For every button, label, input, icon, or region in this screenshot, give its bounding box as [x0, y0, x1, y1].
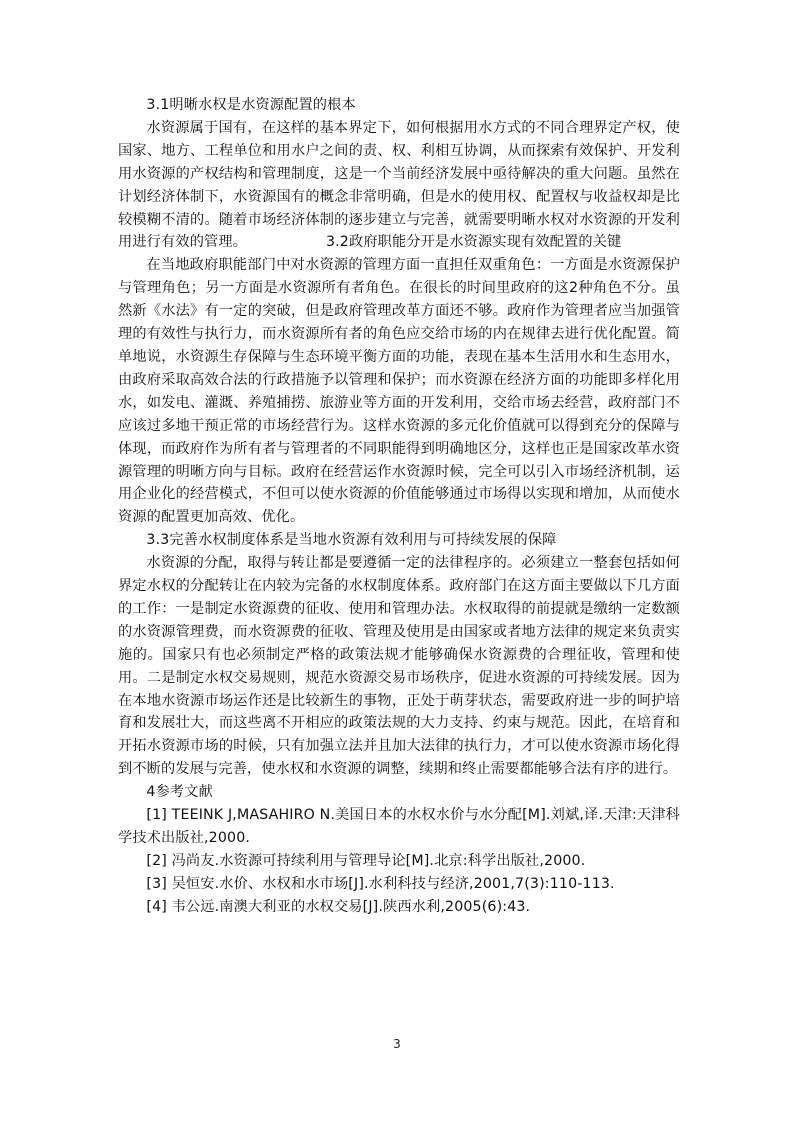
reference-item-1: [1] TEEINK J,MASAHIRO N.美国日本的水权水价与水分配[M].刘斌,译.天津:天津科学技术出版社,2000. — [118, 807, 680, 846]
section-3-3-heading: 3.3完善水权制度体系是当地水资源有效利用与可持续发展的保障 — [146, 532, 557, 549]
reference-item-2: [2] 冯尚友.水资源可持续利用与管理导论[M].北京:科学出版社,2000. — [146, 852, 586, 869]
section-3-1-paragraph: 水资源属于国有，在这样的基本界定下，如何根据用水方式的不同合理界定产权，使国家、地方、工程单位和用水户之间的责、权、利相互协调，从而探索有效保护、开发利用水资源的产权结构和管理制度，这是一个当前经济发展中亟待解决的重大问题。虽然在计划经济体制下，水资源国有的概念非常明确，但是水的使用权、配置权与收益权却是比较模糊不清的。随着市场经济体制的逐步建立与完善，就需要明晰水权对水资源的开发利用进行有效的管理。 3.2政府职能分开是水资源实现有效配置的关键 — [118, 119, 680, 251]
reference-item-4: [4] 韦公远.南澳大利亚的水权交易[J].陕西水利,2005(6):43. — [146, 898, 531, 915]
section-3-1-heading: 3.1明晰水权是水资源配置的根本 — [146, 97, 356, 113]
references-heading: 4参考文献 — [146, 784, 213, 801]
reference-item-3: [3] 吴恒安.水价、水权和水市场[J].水利科技与经济,2001,7(3):110-113. — [146, 875, 615, 892]
section-3-3-paragraph: 水资源的分配，取得与转让都是要遵循一定的法律程序的。必须建立一整套包括如何界定水权的分配转让在内较为完备的水权制度体系。政府部门在这方面主要做以下几方面的工作：一是制定水资源费的征收、使用和管理办法。水权取得的前提就是缴纳一定数额的水资源管理费，而水资源费的征收、管理及使用是由国家或者地方法律的规定来负责实施的。国家只有也必须制定严格的政策法规才能够确保水资源费的合理征收，管理和使用。二是制定水权交易规则，规范水资源交易市场秩序，促进水资源的可持续发展。因为在本地水资源市场运作还是比较新生的事物，正处于萌芽状态，需要政府进一步的呵护培育和发展壮大，而这些离不开相应的政策法规的大力支持、约束与规范。因此，在培育和开拓水资源市场的时候，只有加强立法并且加大法律的执行力，才可以使水资源市场化得到不断的发展与完善，使水权和水资源的调整，续期和终止需要都能够合法有序的进行。 — [118, 555, 680, 778]
section-3-2-paragraph: 在当地政府职能部门中对水资源的管理方面一直担任双重角色：一方面是水资源保护与管理角色；另一方面是水资源所有者角色。在很长的时间里政府的这2种角色不分。虽然新《水法》有一定的突破，但是政府管理改革方面还不够。政府作为管理者应当加强管理的有效性与执行力，而水资源所有者的角色应交给市场的内在规律去进行优化配置。简单地说，水资源生存保障与生态环境平衡方面的功能，表现在基本生活用水和生态用水，由政府采取高效合法的行政措施予以管理和保护；而水资源在经济方面的功能即多样化用水，如发电、灌溉、养殖捕捞、旅游业等方面的开发利用，交给市场去经营，政府部门不应该过多地干预正常的市场经营行为。这样水资源的多元化价值就可以得到充分的保障与体现，而政府作为所有者与管理者的不同职能得到明确地区分，这样也正是国家改革水资源管理的明晰方向与目标。政府在经营运作水资源时候，完全可以引入市场经济机制，运用企业化的经营模式，不但可以使水资源的价值能够通过市场得以实现和增加，从而使水资源的配置更加高效、优化。 — [118, 257, 680, 526]
page-number: 3 — [393, 1037, 401, 1051]
document-page — [118, 94, 680, 919]
